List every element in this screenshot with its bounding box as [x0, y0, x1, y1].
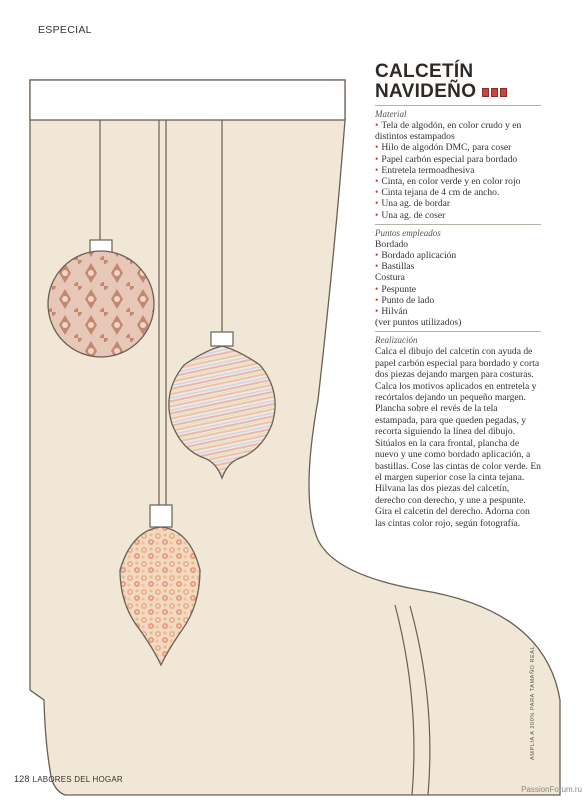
instructions-heading: Realización [375, 335, 418, 346]
title-line-2: NAVIDEÑO [375, 81, 477, 102]
article-title [375, 62, 541, 102]
materials-list [375, 120, 541, 221]
list-item: • Pespunte [375, 284, 541, 295]
title-line-1: CALCETÍN [375, 61, 474, 82]
ornament-round [48, 251, 154, 357]
ornament-cap-2 [211, 332, 233, 346]
section-label: ESPECIAL [38, 24, 92, 36]
page-footer [14, 774, 123, 784]
page-number: 128 [14, 774, 30, 784]
ornament-cap-3 [150, 505, 172, 527]
watermark: PassionForum.ru [521, 785, 582, 794]
list-item: • Punto de lado [375, 295, 541, 306]
list-item: • Una ag. de bordar [375, 198, 541, 209]
list-item: • Cinta tejana de 4 cm de ancho. [375, 187, 541, 198]
list-item: • Bordado aplicación [375, 250, 541, 261]
list-item: • Cinta, en color verde y en color rojo [375, 176, 541, 187]
stitch-note: (ver puntos utilizados) [375, 317, 462, 329]
stocking-cuff [30, 80, 345, 120]
list-item: • Bastillas [375, 261, 541, 272]
stitches-heading: Puntos empleados [375, 227, 441, 238]
instructions-text: Calca el dibujo del calcetín con ayuda de papel carbón especial para bordado y corta dos piezas dejando margen para costuras. Calca los motivos aplicados en entretela y recórtalos dejando un pequeño margen. Plancha sobre el revés de la tela estampada, para que queden pegadas, y recorta siguiendo la línea del dibujo. Sitúalos en la cara frontal, plancha de nuevo y une como bordado aplicación, a bastillas. Cose las cintas de color verde. En el margen superior cose la cinta tejana. Hilvana las dos piezas del calcetín, derecho con derecho, y une a pespunte. Gira el calcetín del derecho. Adorna con las cintas color rojo, según fotografía. [375, 346, 541, 529]
list-item: • Tela de algodón, en color crudo y en distintos estampados [375, 120, 541, 142]
list-item: • Papel carbón especial para bordado [375, 154, 541, 165]
material-heading: Material [375, 109, 407, 119]
stitch-group-sewing: Costura [375, 272, 405, 284]
difficulty-icon [482, 88, 507, 97]
list-item: • Una ag. de coser [375, 210, 541, 221]
list-item: • Hilván [375, 306, 541, 317]
list-item: • Entretela termoadhesiva [375, 165, 541, 176]
magazine-name: LABORES DEL HOGAR [32, 775, 123, 784]
instructions-column [375, 62, 541, 529]
stitch-group-embroidery: Bordado [375, 238, 409, 250]
list-item: • Hilo de algodón DMC, para coser [375, 142, 541, 153]
scale-note: AMPLIA A 200% PARA TAMAÑO REAL [530, 645, 536, 760]
stitches-list [375, 239, 541, 329]
